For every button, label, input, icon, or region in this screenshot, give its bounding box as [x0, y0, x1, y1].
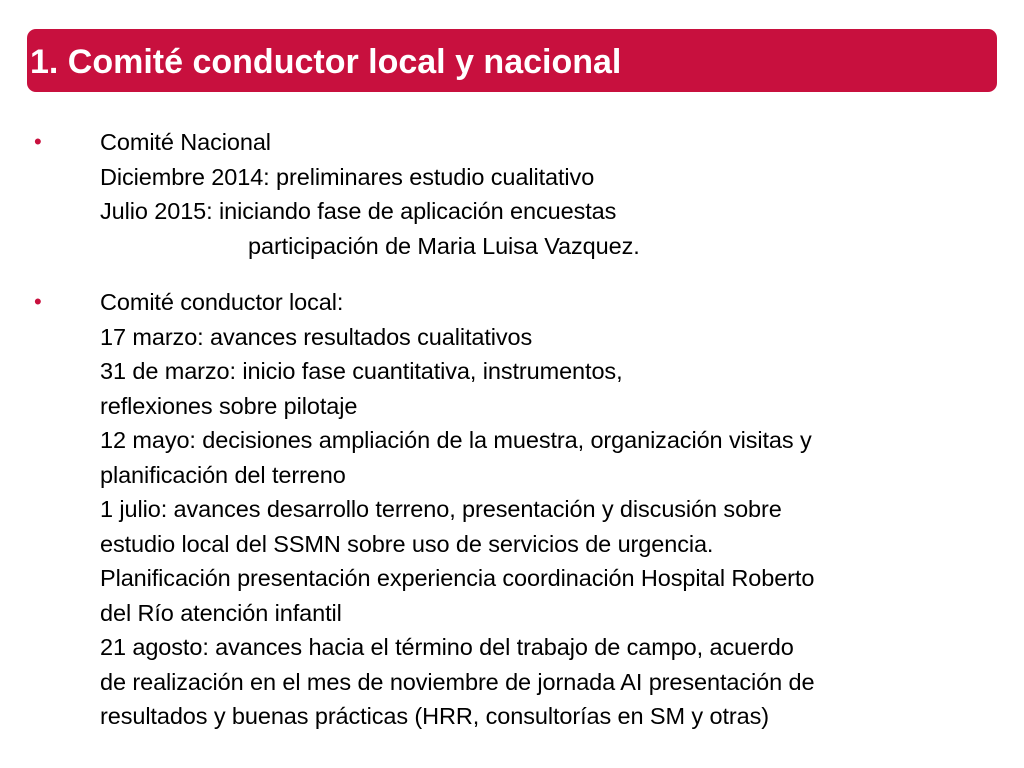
bullet-line: 21 agosto: avances hacia el término del trabajo de campo, acuerdo	[100, 634, 794, 660]
bullet-line: Diciembre 2014: preliminares estudio cualitativo	[100, 163, 595, 190]
bullet-heading: Comité conductor local:	[100, 289, 344, 315]
bullet-line: 12 mayo: decisiones ampliación de la muestra, organización visitas y	[100, 427, 812, 453]
bullet-line: de realización en el mes de noviembre de jornada AI presentación de	[100, 668, 815, 695]
bullet-line: 31 de marzo: inicio fase cuantitativa, instrumentos,	[100, 358, 623, 384]
bullet-marker: •	[34, 129, 42, 154]
slide-title: 1. Comité conductor local y nacional	[30, 43, 622, 81]
bullet-line: planificación del terreno	[100, 461, 346, 488]
bullet-line: del Río atención infantil	[100, 599, 342, 626]
bullet-line: 1 julio: avances desarrollo terreno, presentación y discusión sobre	[100, 496, 782, 522]
bullet-marker: •	[34, 289, 42, 314]
bullet-text	[100, 285, 814, 734]
bullet-line: resultados y buenas prácticas (HRR, consultorías en SM y otras)	[100, 703, 769, 729]
bullet-line: Planificación presentación experiencia coordinación Hospital Roberto	[100, 565, 815, 591]
bullet-line: reflexiones sobre pilotaje	[100, 392, 358, 419]
bullet-heading: Comité Nacional	[100, 129, 271, 155]
bullet-line: 17 marzo: avances resultados cualitativos	[100, 323, 533, 350]
bullet-line: participación de Maria Luisa Vazquez.	[248, 232, 640, 259]
title-bar	[27, 29, 997, 92]
bullet-line: Julio 2015: iniciando fase de aplicación encuestas	[100, 198, 617, 224]
bullet-line: estudio local del SSMN sobre uso de servicios de urgencia.	[100, 530, 714, 557]
bullet-text	[100, 125, 640, 263]
